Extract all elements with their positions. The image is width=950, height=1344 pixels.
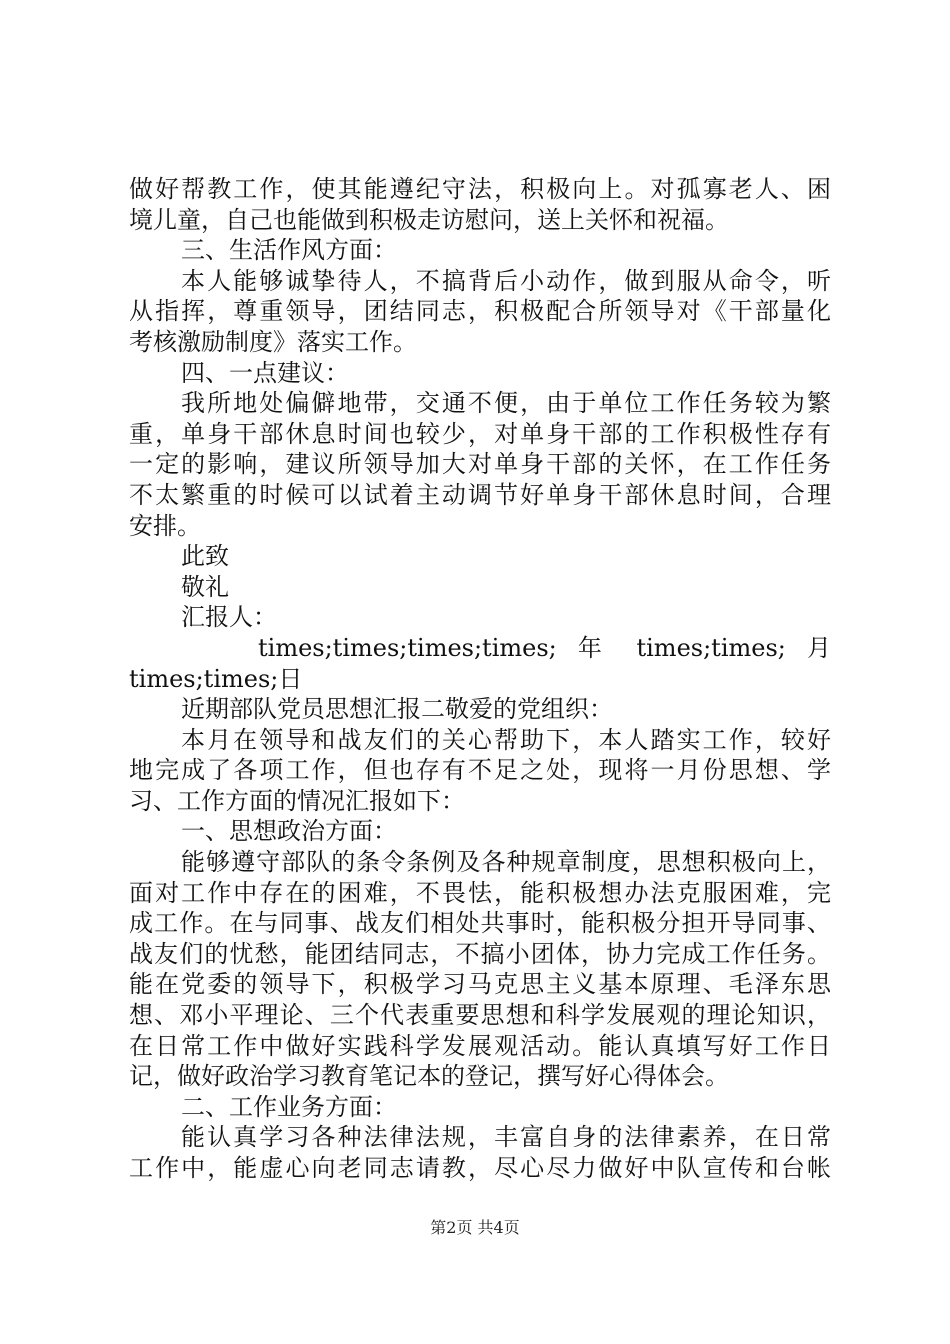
text-line: 能够遵守部队的条令条例及各种规章制度，思想积极向上， [181, 848, 831, 877]
text-line: 从指挥，尊重领导，团结同志，积极配合所领导对《干部量化 [129, 297, 831, 326]
text-line: 考核激励制度》落实工作。 [129, 327, 417, 356]
text-line: 面对工作中存在的困难，不畏怯，能积极想办法克服困难，完 [129, 878, 831, 907]
document-body [129, 174, 831, 1184]
text-line: 重，单身干部休息时间也较少，对单身干部的工作积极性存有 [129, 419, 831, 448]
text-line: 四、一点建议： [181, 358, 349, 387]
text-line: 安排。 [129, 511, 201, 540]
text-line: 习、工作方面的情况汇报如下： [129, 786, 465, 815]
text-line: 汇报人： [181, 603, 277, 632]
text-line: 境儿童，自己也能做到积极走访慰问，送上关怀和祝福。 [129, 205, 729, 234]
text-line: times;times;times;times; 年 times;times; 月 [258, 633, 831, 662]
text-line: 我所地处偏僻地带，交通不便，由于单位工作任务较为繁 [181, 389, 831, 418]
text-line: 二、工作业务方面： [181, 1092, 397, 1121]
text-line: 战友们的忧愁，能团结同志，不搞小团体，协力完成工作任务。 [129, 939, 831, 968]
text-line: 成工作。在与同事、战友们相处共事时，能积极分担开导同事、 [129, 909, 831, 938]
text-line: 一、思想政治方面： [181, 817, 397, 846]
text-line: 三、生活作风方面： [181, 236, 397, 265]
text-line: 不太繁重的时候可以试着主动调节好单身干部休息时间，合理 [129, 480, 831, 509]
text-line: 近期部队党员思想汇报二敬爱的党组织： [181, 695, 613, 724]
text-line: 能在党委的领导下，积极学习马克思主义基本原理、毛泽东思 [129, 970, 831, 999]
text-line: 做好帮教工作，使其能遵纪守法，积极向上。对孤寡老人、困 [129, 175, 831, 203]
text-line: 能认真学习各种法律法规，丰富自身的法律素养，在日常 [181, 1123, 831, 1152]
text-line: 敬礼 [181, 572, 229, 601]
text-line: 本人能够诚挚待人，不搞背后小动作，做到服从命令，听 [181, 266, 831, 295]
text-line: times;times;日 [129, 664, 303, 693]
text-line: 一定的影响，建议所领导加大对单身干部的关怀，在工作任务 [129, 450, 831, 479]
text-line: 此致 [181, 542, 229, 571]
page-footer: 第2页 共4页 [430, 1218, 520, 1237]
text-line: 地完成了各项工作，但也存有不足之处，现将一月份思想、学 [129, 756, 831, 785]
text-line: 本月在领导和战友们的关心帮助下，本人踏实工作，较好 [181, 725, 831, 754]
text-line: 在日常工作中做好实践科学发展观活动。能认真填写好工作日 [129, 1031, 831, 1060]
text-line: 工作中，能虚心向老同志请教，尽心尽力做好中队宣传和台帐 [129, 1154, 831, 1182]
text-line: 记，做好政治学习教育笔记本的登记，撰写好心得体会。 [129, 1062, 729, 1091]
text-line: 想、邓小平理论、三个代表重要思想和科学发展观的理论知识， [129, 1001, 831, 1030]
